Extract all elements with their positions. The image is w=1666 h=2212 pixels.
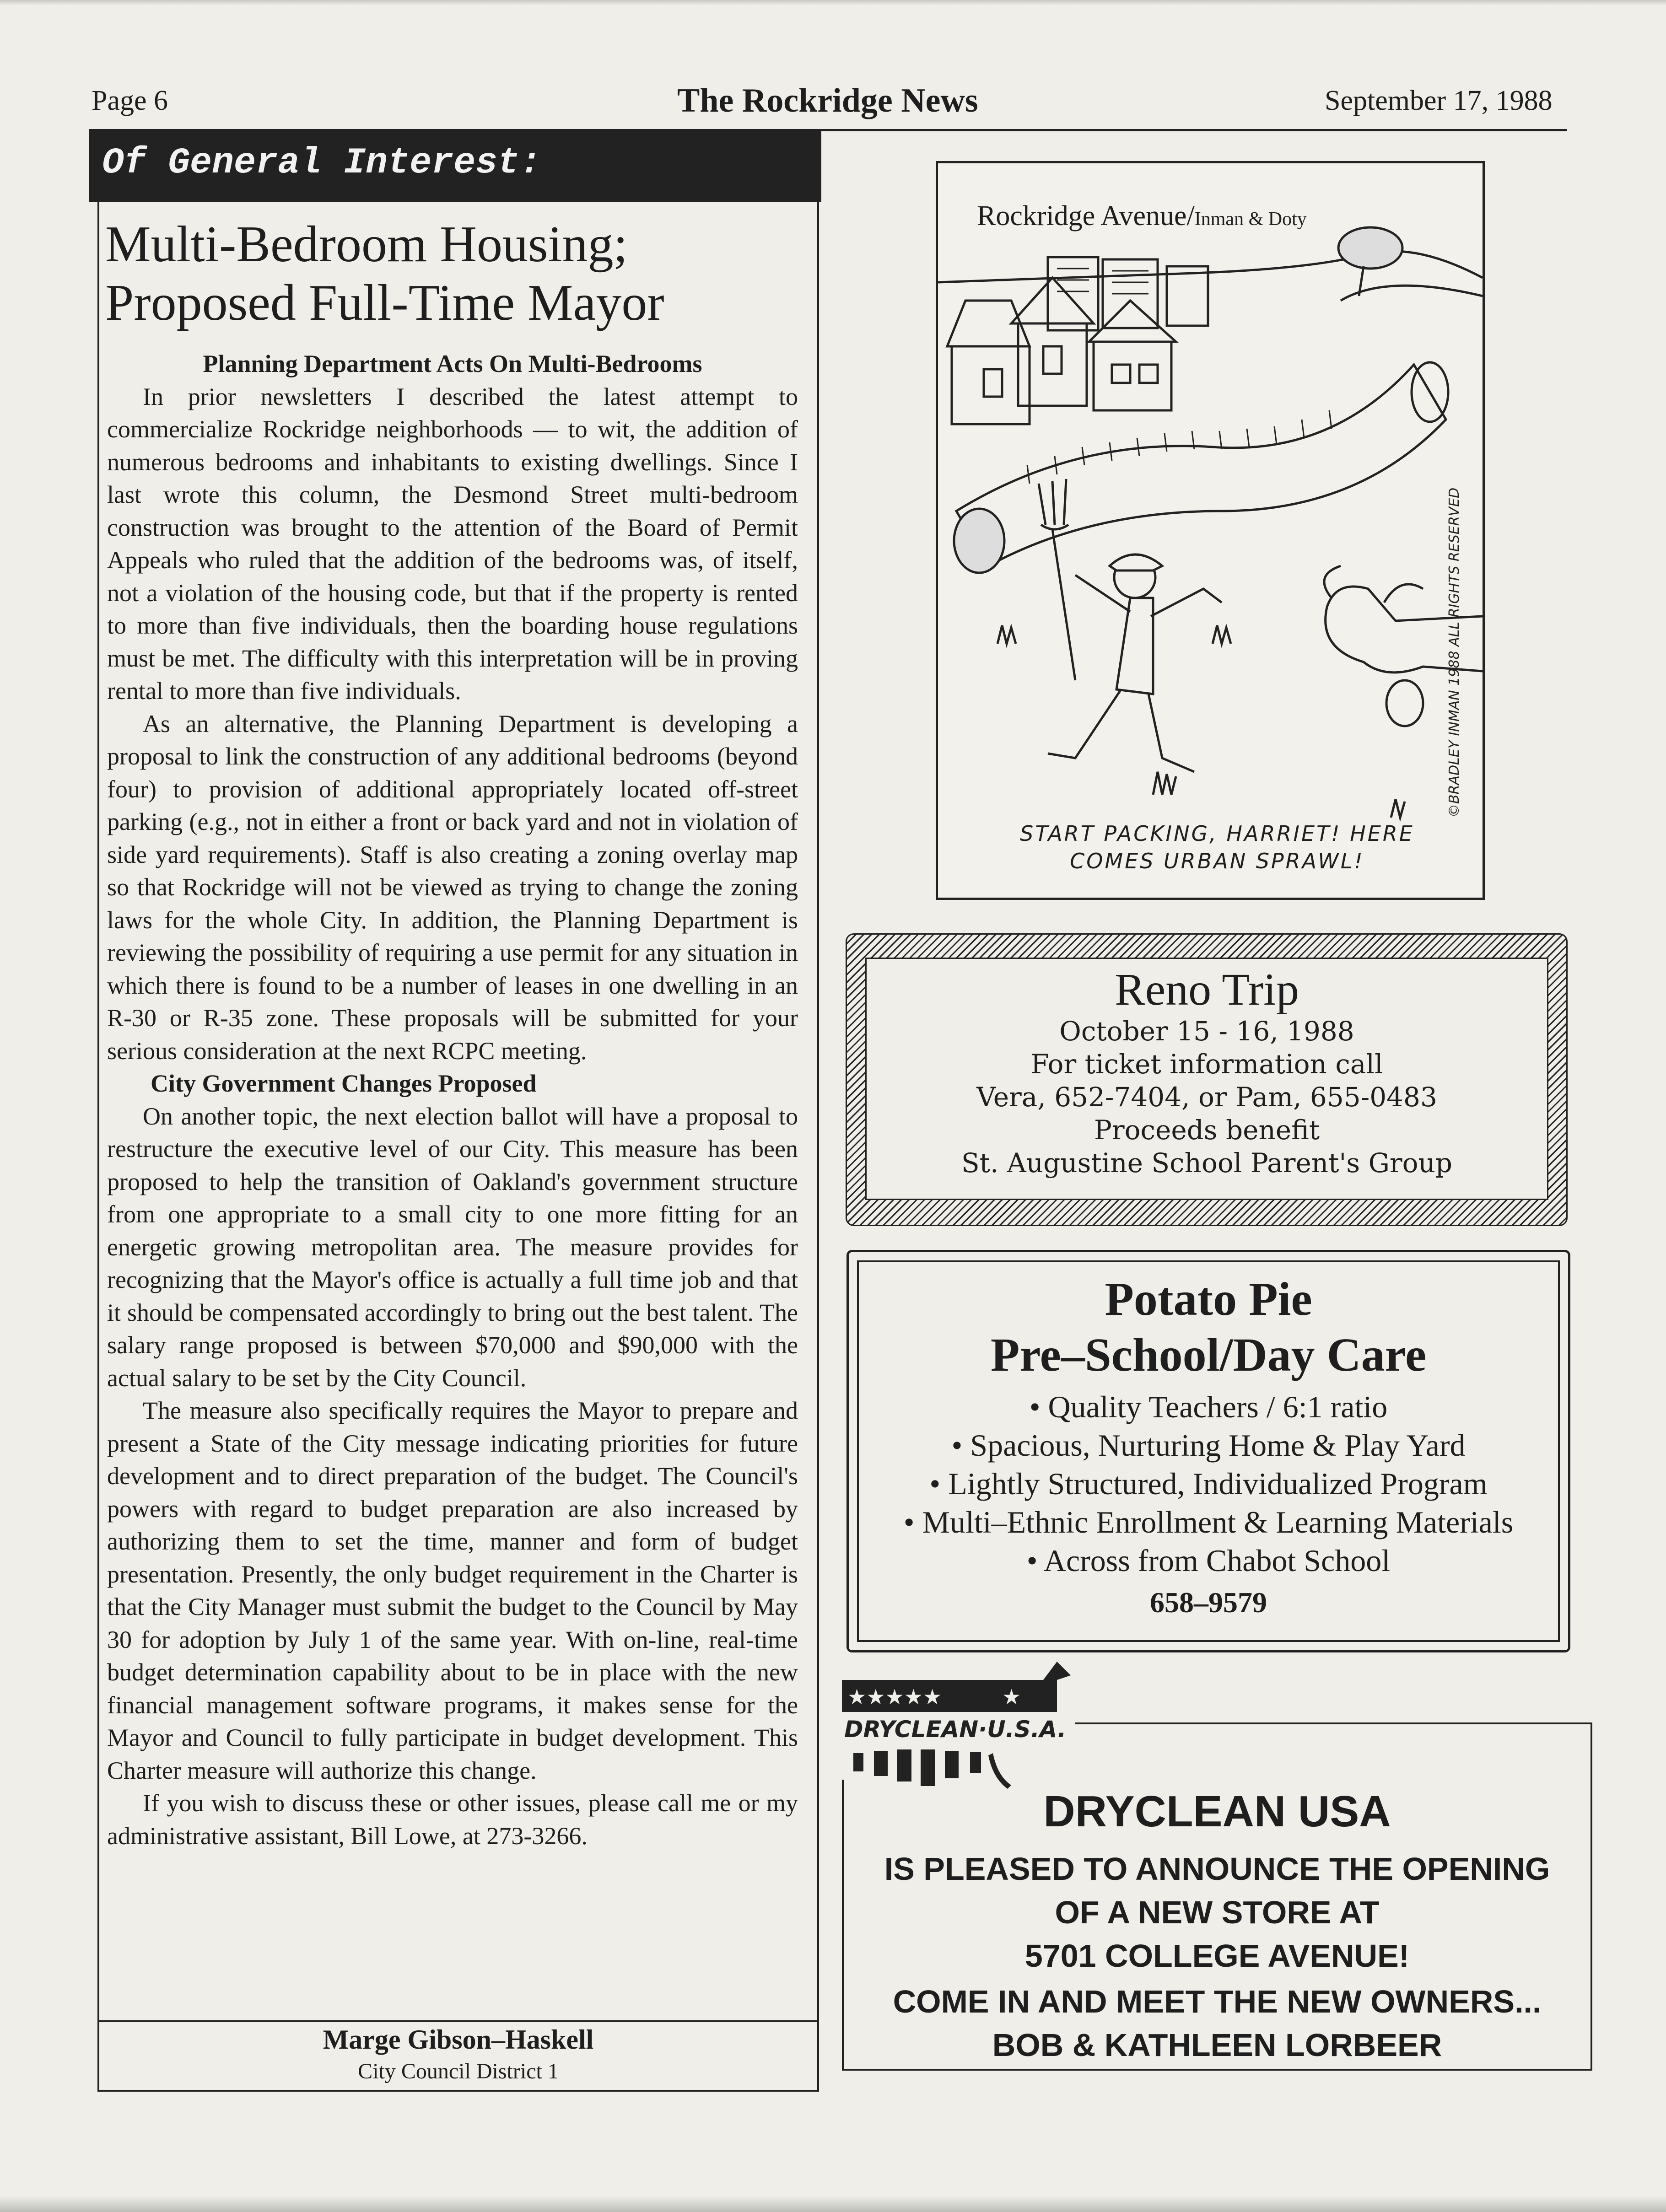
cartoon-credit-text: ©BRADLEY INMAN 1988 ALL RIGHTS RESERVED [1446,487,1462,818]
pie-bullet: • Across from Chabot School [1026,1543,1391,1578]
article-subhead: City Government Changes Proposed [151,1070,537,1097]
article-paragraph: The measure also specifically requires the Mayor to prepare and present a State of the City message indicating priorities for future development and to direct preparation of the budget. The Council's powers with regard to budget preparation are also increased by authorizing them to set the time, manner and form of budget presentation. Presently, the only budget requirement in the Charter is that the City Manager must submit the budget to the Council by May 30 for adoption by July 1 of the same year. With on-line, real-time budget determination capability about to be in place with the new financial management software programs, it makes sense for the Mayor and Council to fully participate in budget development. This Charter measure will authorize this change. [107,1397,798,1784]
potato-pie-ad [846,1250,1570,1652]
reno-line: Vera, 652-7404, or Pam, 655-0483 [976,1082,1437,1113]
dryclean-line: 5701 COLLEGE AVENUE! [1024,1938,1410,1974]
pie-subtitle: Pre–School/Day Care [990,1329,1427,1381]
cartoon-illustration [938,163,1483,900]
pie-bullet: • Multi–Ethnic Enrollment & Learning Materials [903,1505,1514,1539]
signature-rule [97,2020,819,2022]
cartoon-caption [997,820,1437,875]
dryclean-line: OF A NEW STORE AT [1055,1894,1380,1930]
caption-line-1: START PACKING, HARRIET! HERE [1020,821,1414,846]
reno-trip-title: Reno Trip [1115,964,1299,1015]
dryclean-name: DRYCLEAN USA [1043,1787,1391,1836]
reno-trip-ad [846,933,1568,1226]
pie-bullet: • Lightly Structured, Individualized Program [929,1466,1488,1501]
pie-bullet: • Spacious, Nurturing Home & Play Yard [951,1428,1466,1463]
article-subhead: Planning Department Acts On Multi-Bedrooms [203,350,702,377]
dryclean-line: COME IN AND MEET THE NEW OWNERS... [893,1984,1542,2019]
author-title: City Council District 1 [358,2059,559,2083]
reno-trip-content [865,958,1548,1200]
headline-line-1: Multi-Bedroom Housing; [105,216,628,273]
svg-text:★: ★ [1002,1685,1021,1709]
dryclean-logo [842,1662,1080,1799]
article-body [107,348,798,1852]
cartoon-title-main: Rockridge Avenue/ [977,200,1195,231]
dryclean-frame-top [1075,1722,1592,1724]
cartoon-title-credit: Inman & Doty [1194,209,1307,230]
reno-line: St. Augustine School Parent's Group [961,1147,1453,1179]
dryclean-logo-text: DRYCLEAN·U.S.A. [844,1716,1067,1743]
issue-date: September 17, 1988 [1325,85,1553,116]
section-title: Of General Interest: [102,142,542,184]
cartoon-credit [1446,282,1464,822]
article-paragraph: As an alternative, the Planning Department is developing a proposal to link the construction of any additional bedrooms (beyond four) to provision of additional appropriately located off-street parking (e.g., not in either a front or back yard and not in violation of side yard requirements). Staff is also creating a zoning overlay map so that Rockridge will not be viewed as trying to change the zoning laws for the whole City. In addition, the Planning Department is reviewing the possibility of requiring a use permit for any situation in which there is found to be a number of leases in one dwelling in an R-30 or R-35 zone. These proposals will be submitted for your serious consideration at the next RCPC meeting. [107,710,798,1065]
scan-edge-top [0,0,1666,5]
dryclean-frame-bottom [842,2069,1592,2071]
dryclean-line: BOB & KATHLEEN LORBEER [992,2027,1442,2063]
pie-title: Potato Pie [1105,1273,1312,1325]
author-name: Marge Gibson–Haskell [323,2024,594,2055]
pie-phone: 658–9579 [1150,1586,1267,1619]
headline-line-2: Proposed Full-Time Mayor [105,274,664,331]
svg-text:★★★★★: ★★★★★ [847,1685,942,1709]
potato-pie-content [857,1260,1560,1642]
article-paragraph: In prior newsletters I described the latest attempt to commercialize Rockridge neighborhoods — to wit, the addition of numerous bedrooms and inhabitants to existing dwellings. Since I last wrote this column, the Desmond Street multi-bedroom construction was brought to the attention of the Board of Permit Appeals who ruled that the addition of the bedrooms was, of itself, not a violation of the housing code, but that if the property is rented to more than five individuals, then the boarding house regulations must be met. The difficulty with this interpretation will be in proving rental to more than five individuals. [107,382,798,705]
scan-edge-bottom [0,2196,1666,2212]
dryclean-frame-left [842,1780,844,2070]
masthead: The Rockridge News [677,82,978,119]
dryclean-frame-right [1591,1722,1592,2070]
caption-line-2: COMES URBAN SPRAWL! [1070,849,1364,873]
cartoon-panel [936,161,1485,900]
reno-line: For ticket information call [1030,1049,1383,1080]
dryclean-line: IS PLEASED TO ANNOUNCE THE OPENING [884,1851,1550,1887]
reno-line: October 15 - 16, 1988 [1059,1016,1354,1047]
article-paragraph: If you wish to discuss these or other issues, please call me or my administrative assistant, Bill Lowe, at 273-3266. [107,1789,798,1850]
page-number: Page 6 [92,85,168,116]
article-headline [105,215,810,332]
pie-bullet: • Quality Teachers / 6:1 ratio [1029,1389,1388,1424]
section-banner [89,131,821,202]
article-paragraph: On another topic, the next election ballot will have a proposal to restructure the executive level of our City. This measure has been proposed to help the transition of Oakland's government structure from one appropriate to a small city to one more fitting for an energetic growing metropolitan area. The measure provides for recognizing that the Mayor's office is actually a full time job and that it should be compensated accordingly to bring out the best talent. The salary range proposed is between $70,000 and $90,000 with the actual salary to be set by the City Council. [107,1102,798,1392]
reno-line: Proceeds benefit [1094,1114,1320,1146]
